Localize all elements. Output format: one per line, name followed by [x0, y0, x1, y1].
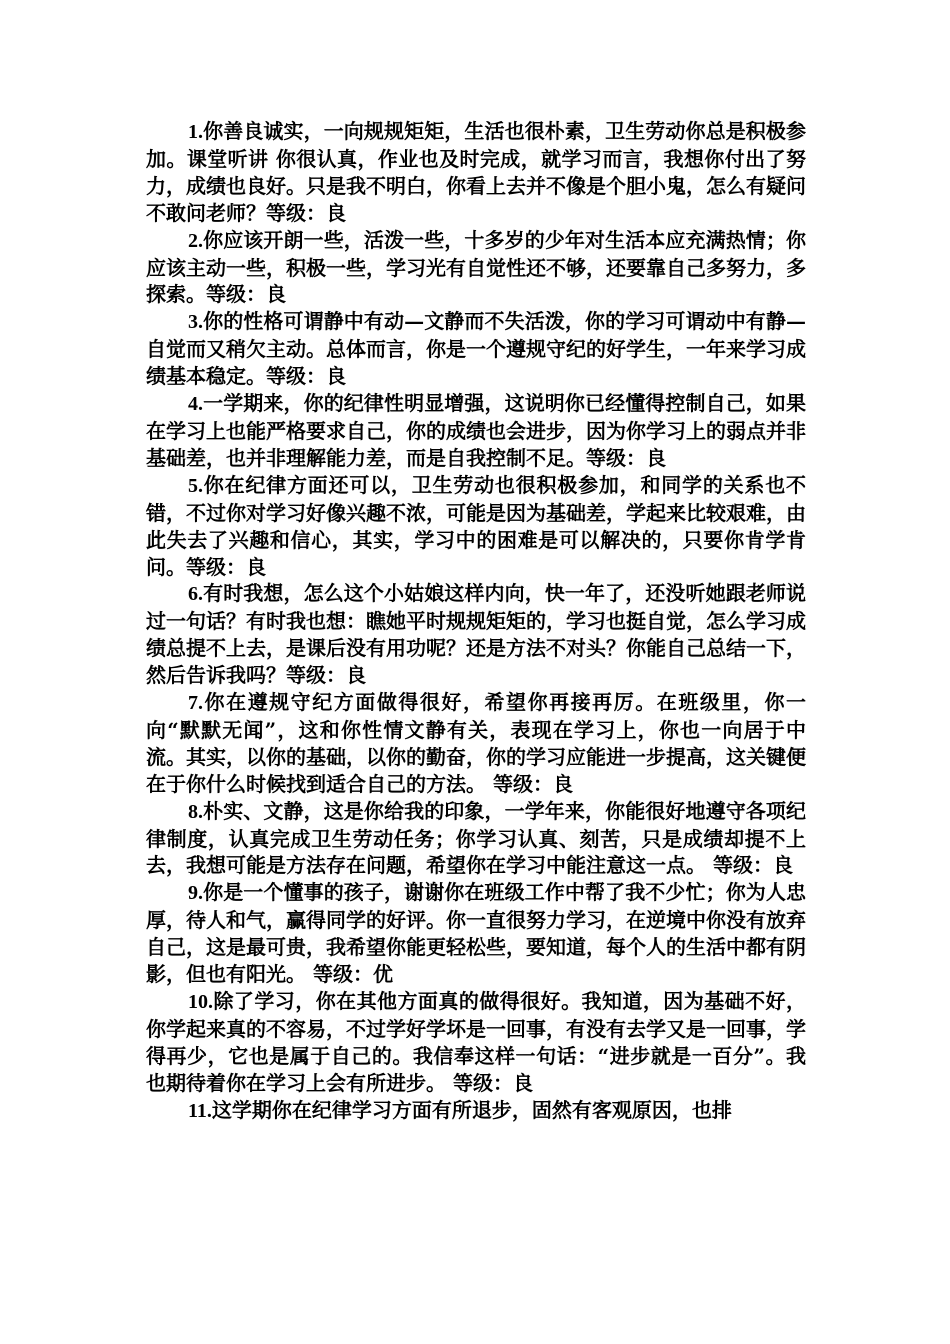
- paragraph-text: 这学期你在纪律学习方面有所退步，固然有客观原因，也排: [211, 1097, 732, 1122]
- comment-paragraph-6: [146, 580, 806, 689]
- paragraph-text: 你应该开朗一些，活泼一些，十多岁的少年对生活本应充满热情；你应该主动一些，积极一些，学习光有自觉性还不够，还要靠自己多努力，多探索。等级：良: [146, 227, 806, 307]
- paragraph-number: 2.: [188, 229, 203, 252]
- paragraph-number: 5.: [188, 474, 203, 497]
- paragraph-text: 除了学习，你在其他方面真的做得很好。我知道，因为基础不好，你学起来真的不容易，不过学好学坏是一回事，有没有去学又是一回事，学得再少，它也是属于自己的。我信奉这样一句话：“进步就是一百分”。我也期待着你在学习上会有所进步。 等级：良: [146, 989, 806, 1095]
- paragraph-text: 你在遵规守纪方面做得很好，希望你再接再厉。在班级里，你一向“默默无闻”，这和你性情文静有关，表现在学习上，你也一向居于中流。其实，以你的基础，以你的勤奋，你的学习应能进一步提高，这关键便在于你什么时候找到适合自己的方法。 等级：良: [146, 690, 806, 796]
- paragraph-text: 你在纪律方面还可以，卫生劳动也很积极参加，和同学的关系也不错，不过你对学习好像兴趣不浓，可能是因为基础差，学起来比较艰难，由此失去了兴趣和信心，其实，学习中的困难是可以解决的，只要你肯学肯问。等级：良: [146, 472, 806, 579]
- paragraph-number: 7.: [188, 692, 203, 715]
- comment-paragraph-2: [146, 227, 806, 309]
- paragraph-number: 4.: [188, 393, 203, 416]
- document-body: [146, 118, 806, 1125]
- paragraph-number: 10.: [188, 991, 213, 1013]
- paragraph-text: 你的性格可谓静中有动—文静而不失活泼，你的学习可谓动中有静—自觉而又稍欠主动。总体而言，你是一个遵规守纪的好学生，一年来学习成绩基本稳定。等级：良: [146, 309, 806, 389]
- comment-paragraph-4: [146, 390, 806, 472]
- comment-paragraph-10: [146, 988, 806, 1097]
- paragraph-number: 8.: [188, 800, 203, 823]
- comment-paragraph-5: [146, 472, 806, 581]
- comment-paragraph-3: [146, 308, 806, 390]
- paragraph-text: 一学期来，你的纪律性明显增强，这说明你已经懂得控制自己，如果在学习上也能严格要求自己，你的成绩也会进步，因为你学习上的弱点并非基础差，也并非理解能力差，而是自我控制不足。等级：良: [146, 391, 806, 470]
- paragraph-number: 1.: [188, 121, 203, 143]
- paragraph-number: 3.: [188, 311, 203, 334]
- paragraph-text: 朴实、文静，这是你给我的印象，一学年来，你能很好地遵守各项纪律制度，认真完成卫生劳动任务；你学习认真、刻苦，只是成绩却提不上去，我想可能是方法存在问题，希望你在学习中能注意这一点。 等级：良: [146, 798, 806, 878]
- paragraph-number: 11.: [188, 1099, 212, 1122]
- comment-paragraph-7: [146, 689, 806, 798]
- comment-paragraph-8: [146, 798, 806, 880]
- comment-paragraph-1: [146, 118, 806, 227]
- comment-paragraph-11: [146, 1097, 806, 1125]
- paragraph-text: 你是一个懂事的孩子，谢谢你在班级工作中帮了我不少忙；你为人忠厚，待人和气，赢得同学的好评。你一直很努力学习，在逆境中你没有放弃自己，这是最可贵，我希望你能更轻松些，要知道，每个人的生活中都有阴影，但也有阳光。 等级：优: [146, 880, 806, 987]
- paragraph-text: 你善良诚实，一向规规矩矩，生活也很朴素，卫生劳动你总是积极参加。课堂听讲 你很认真，作业也及时完成，就学习而言，我想你付出了努力，成绩也良好。只是我不明白，你看上去并不像是个胆小鬼，怎么有疑问不敢问老师？等级：良: [146, 119, 806, 225]
- paragraph-number: 6.: [188, 583, 203, 606]
- comment-paragraph-9: [146, 879, 806, 988]
- paragraph-text: 有时我想，怎么这个小姑娘这样内向，快一年了，还没听她跟老师说过一句话？有时我也想：瞧她平时规规矩矩的，学习也挺自觉，怎么学习成绩总提不上去，是课后没有用功呢？还是方法不对头？你能自己总结一下，然后告诉我吗？等级：良: [146, 581, 806, 688]
- paragraph-number: 9.: [188, 882, 203, 905]
